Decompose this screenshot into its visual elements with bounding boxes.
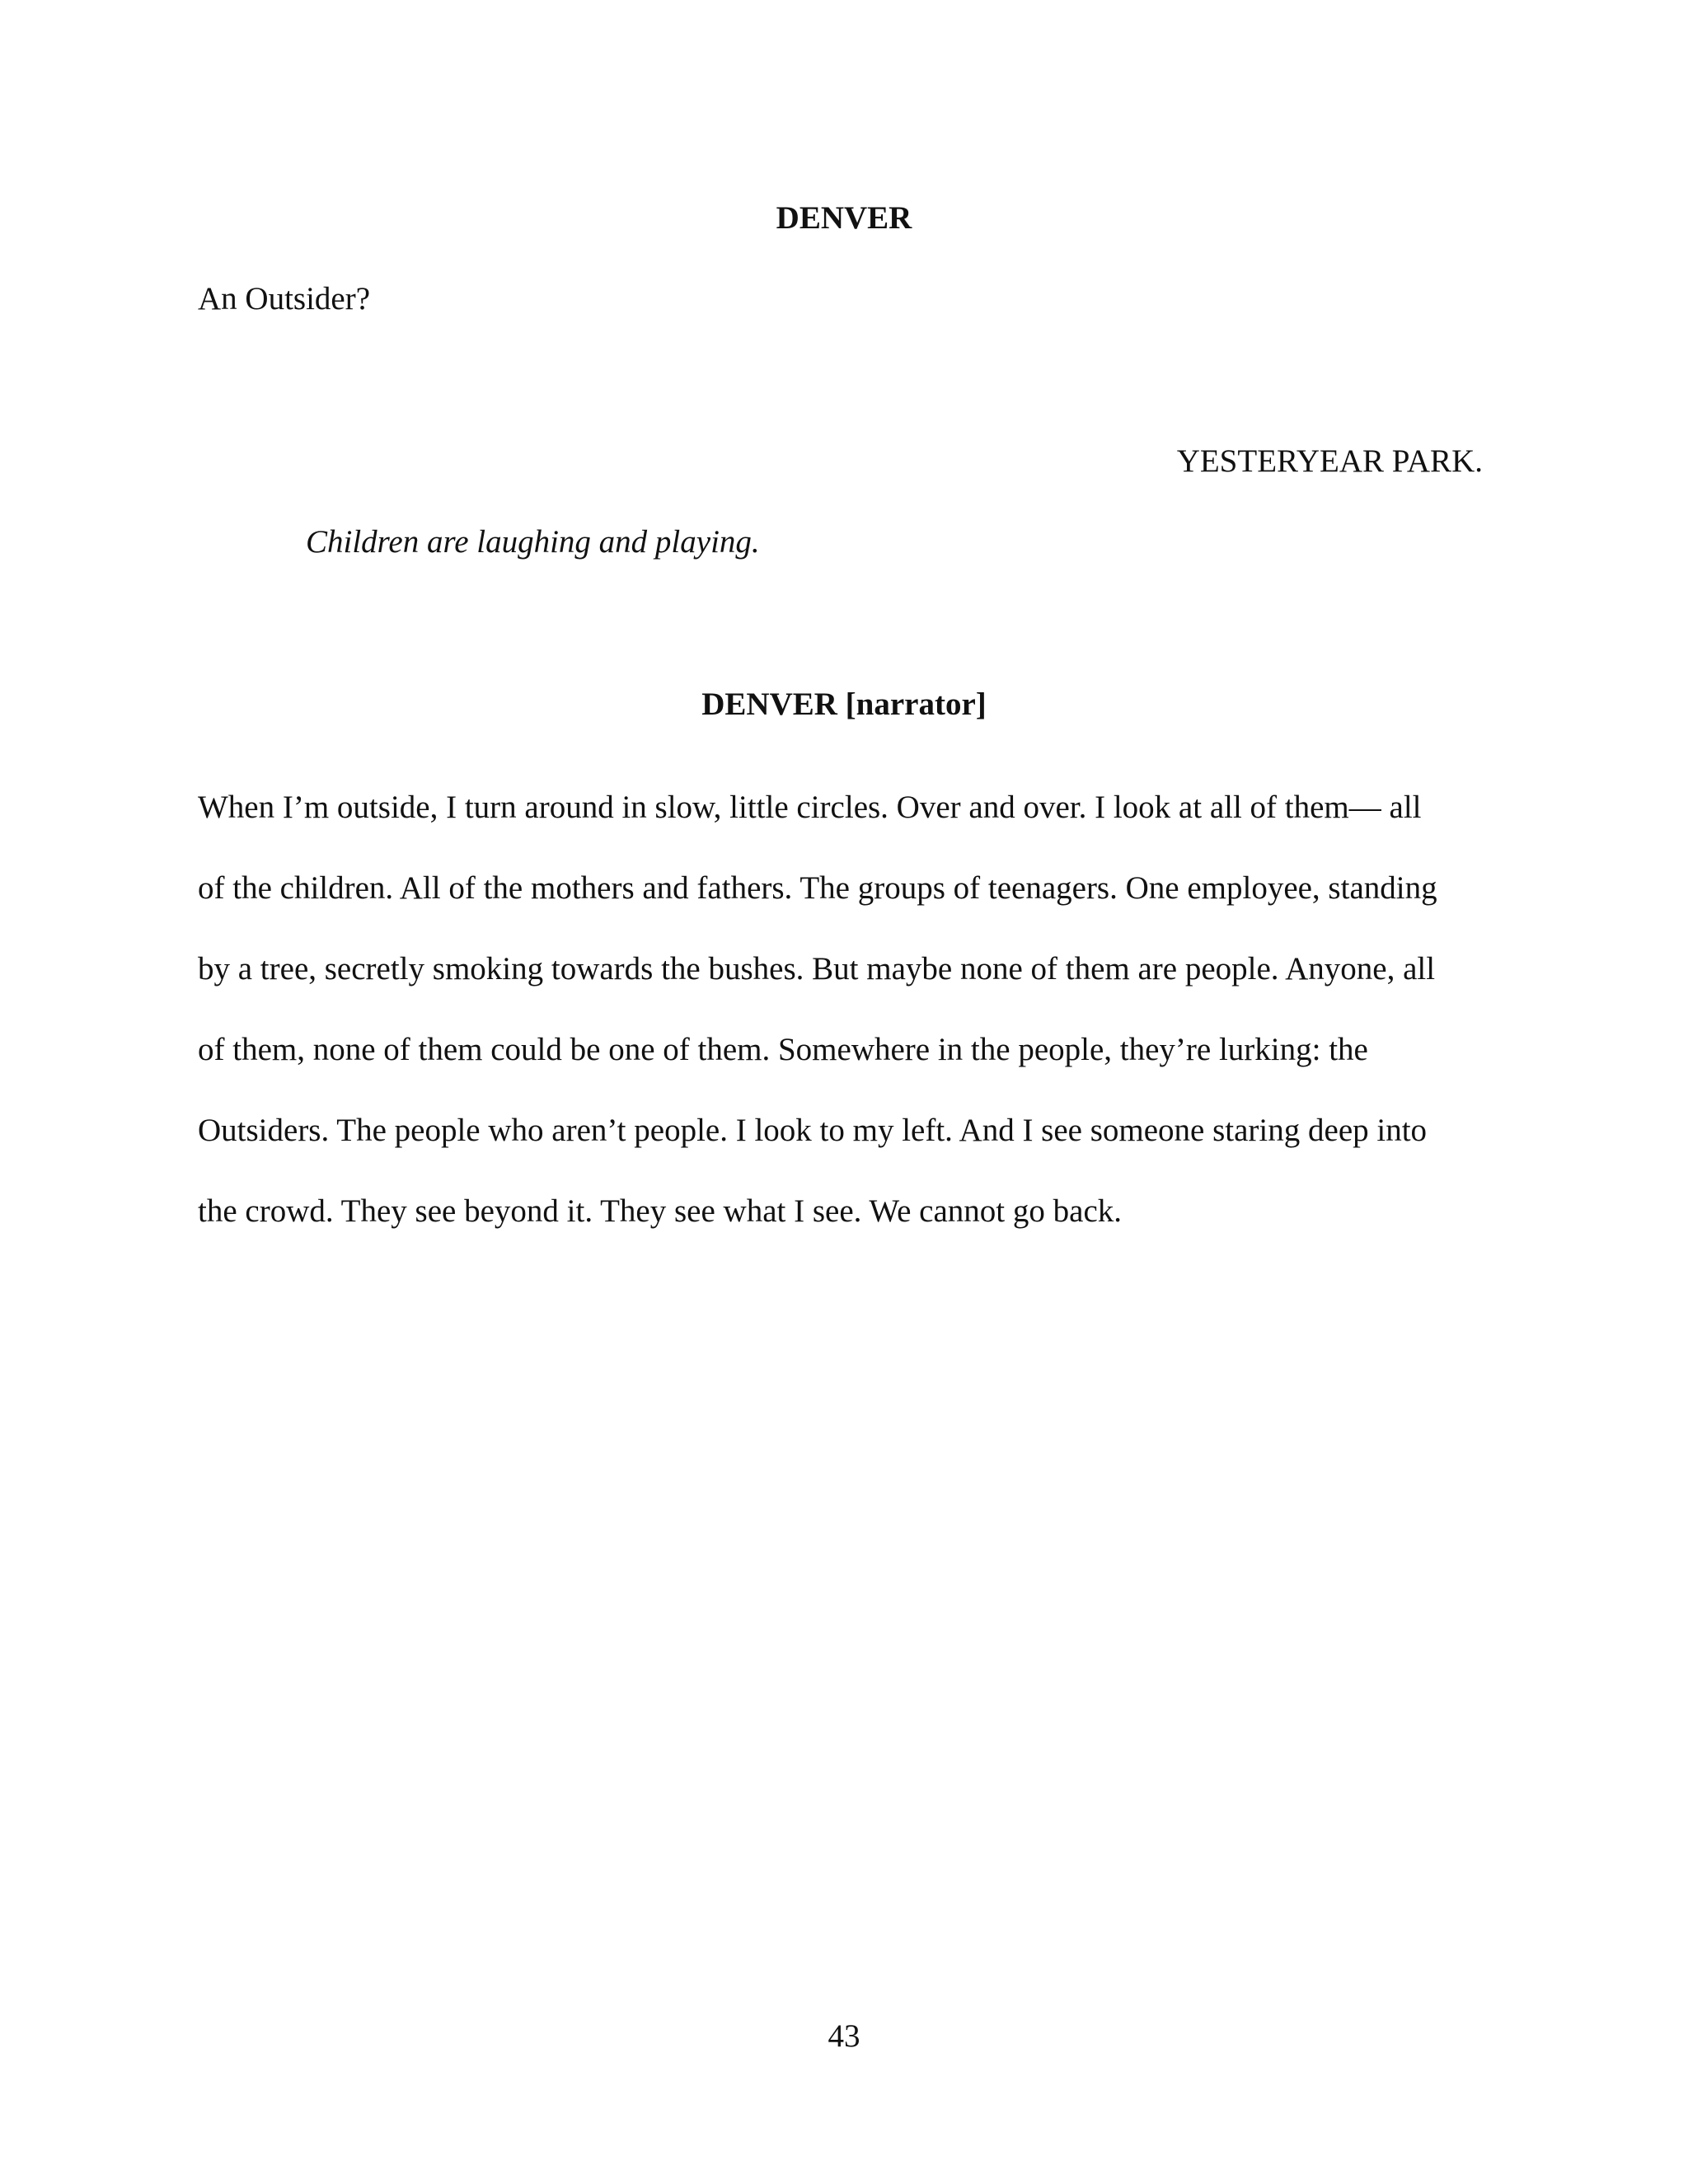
speaker-name-denver: DENVER xyxy=(776,200,912,236)
stage-direction: Children are laughing and playing. xyxy=(306,524,760,560)
narration-line: the crowd. They see beyond it. They see what I see. We cannot go back. xyxy=(198,1193,1123,1229)
narration-line: When I’m outside, I turn around in slow, little circles. Over and over. I look at all of them— all xyxy=(198,790,1422,825)
speaker-name-denver-narrator: DENVER [narrator] xyxy=(701,687,987,722)
narration-line: Outsiders. The people who aren’t people. I look to my left. And I see someone staring deep into xyxy=(198,1113,1428,1148)
narration-paragraph xyxy=(198,767,1484,1252)
page-number: 43 xyxy=(828,2018,860,2054)
narration-line: of them, none of them could be one of them. Somewhere in the people, they’re lurking: the xyxy=(198,1032,1368,1067)
narration-line: of the children. All of the mothers and fathers. The groups of teenagers. One employee, standing xyxy=(198,870,1437,906)
scene-heading: YESTERYEAR PARK. xyxy=(1176,443,1483,479)
narration-line: by a tree, secretly smoking towards the bushes. But maybe none of them are people. Anyone, all xyxy=(198,951,1436,987)
dialogue-line: An Outsider? xyxy=(198,281,371,316)
